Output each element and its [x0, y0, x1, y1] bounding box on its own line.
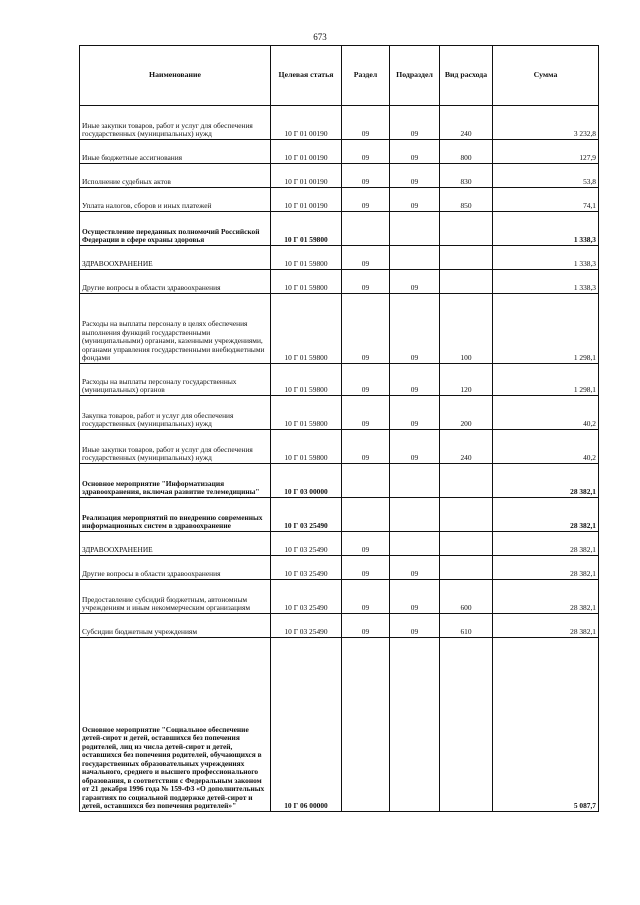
cell-name: Субсидии бюджетным учреждениям — [80, 614, 271, 638]
table-body — [80, 106, 599, 812]
cell-name: Другие вопросы в области здравоохранения — [80, 270, 271, 294]
header-expense-type: Вид расхода — [440, 46, 493, 106]
cell-amount: 1 338,3 — [493, 246, 599, 270]
cell-name: Другие вопросы в области здравоохранения — [80, 556, 271, 580]
cell-name: ЗДРАВООХРАНЕНИЕ — [80, 532, 271, 556]
cell-expense-type — [440, 246, 493, 270]
header-name: Наименование — [80, 46, 271, 106]
cell-expense-type — [440, 464, 493, 498]
cell-target: 10 Г 01 00190 — [271, 188, 342, 212]
cell-amount: 1 298,1 — [493, 294, 599, 364]
cell-expense-type — [440, 498, 493, 532]
cell-subsection — [390, 246, 440, 270]
cell-expense-type: 800 — [440, 140, 493, 164]
cell-subsection: 09 — [390, 140, 440, 164]
cell-subsection: 09 — [390, 106, 440, 140]
header-amount: Сумма — [493, 46, 599, 106]
cell-amount: 40,2 — [493, 396, 599, 430]
header-target: Целевая статья — [271, 46, 342, 106]
cell-amount: 28 382,1 — [493, 556, 599, 580]
cell-subsection: 09 — [390, 556, 440, 580]
cell-amount: 1 338,3 — [493, 212, 599, 246]
cell-target: 10 Г 01 59800 — [271, 246, 342, 270]
table-row — [80, 580, 599, 614]
cell-amount: 53,8 — [493, 164, 599, 188]
cell-amount: 74,1 — [493, 188, 599, 212]
cell-target: 10 Г 01 59800 — [271, 294, 342, 364]
cell-target: 10 Г 01 59800 — [271, 364, 342, 396]
cell-target: 10 Г 01 59800 — [271, 430, 342, 464]
cell-name: Закупка товаров, работ и услуг для обеспечения государственных (муниципальных) нужд — [80, 396, 271, 430]
cell-amount: 3 232,8 — [493, 106, 599, 140]
cell-section: 09 — [342, 246, 390, 270]
cell-name: Иные бюджетные ассигнования — [80, 140, 271, 164]
cell-section — [342, 498, 390, 532]
header-row — [80, 46, 599, 106]
cell-amount: 1 298,1 — [493, 364, 599, 396]
cell-subsection: 09 — [390, 164, 440, 188]
cell-name: Основное мероприятие "Информатизация здравоохранения, включая развитие телемедицины" — [80, 464, 271, 498]
cell-target: 10 Г 03 25490 — [271, 556, 342, 580]
cell-target: 10 Г 01 00190 — [271, 164, 342, 188]
cell-subsection: 09 — [390, 396, 440, 430]
cell-subsection: 09 — [390, 364, 440, 396]
table-row — [80, 212, 599, 246]
cell-expense-type: 610 — [440, 614, 493, 638]
cell-section: 09 — [342, 140, 390, 164]
cell-expense-type — [440, 532, 493, 556]
cell-section — [342, 638, 390, 812]
cell-subsection — [390, 498, 440, 532]
cell-subsection — [390, 532, 440, 556]
cell-section — [342, 464, 390, 498]
table-row — [80, 246, 599, 270]
cell-section: 09 — [342, 532, 390, 556]
header-section: Раздел — [342, 46, 390, 106]
cell-name: Исполнение судебных актов — [80, 164, 271, 188]
table-row — [80, 464, 599, 498]
cell-subsection: 09 — [390, 270, 440, 294]
cell-name: Расходы на выплаты персоналу государственных (муниципальных) органов — [80, 364, 271, 396]
cell-section: 09 — [342, 106, 390, 140]
cell-section: 09 — [342, 270, 390, 294]
cell-target: 10 Г 03 25490 — [271, 614, 342, 638]
cell-name: ЗДРАВООХРАНЕНИЕ — [80, 246, 271, 270]
cell-expense-type: 240 — [440, 430, 493, 464]
cell-expense-type — [440, 270, 493, 294]
cell-target: 10 Г 01 59800 — [271, 270, 342, 294]
cell-expense-type: 850 — [440, 188, 493, 212]
table-row — [80, 294, 599, 364]
table-row — [80, 430, 599, 464]
table-row — [80, 638, 599, 812]
cell-section: 09 — [342, 614, 390, 638]
cell-section: 09 — [342, 396, 390, 430]
cell-name: Иные закупки товаров, работ и услуг для обеспечения государственных (муниципальных) нужд — [80, 106, 271, 140]
cell-target: 10 Г 01 00190 — [271, 106, 342, 140]
cell-target: 10 Г 01 59800 — [271, 212, 342, 246]
cell-expense-type: 600 — [440, 580, 493, 614]
cell-name: Осуществление переданных полномочий Российской Федерации в сфере охраны здоровья — [80, 212, 271, 246]
cell-expense-type: 200 — [440, 396, 493, 430]
cell-name: Расходы на выплаты персоналу в целях обеспечения выполнения функций государственными (муниципальными) органами, казенными учреждениями, органами управления государственными внебюджетными фондами — [80, 294, 271, 364]
table-row — [80, 364, 599, 396]
cell-section: 09 — [342, 580, 390, 614]
cell-amount: 28 382,1 — [493, 532, 599, 556]
header-subsection: Подраздел — [390, 46, 440, 106]
cell-target: 10 Г 03 25490 — [271, 580, 342, 614]
cell-section: 09 — [342, 556, 390, 580]
table-row — [80, 106, 599, 140]
table-row — [80, 498, 599, 532]
cell-expense-type: 120 — [440, 364, 493, 396]
cell-target: 10 Г 01 00190 — [271, 140, 342, 164]
table-row — [80, 396, 599, 430]
cell-expense-type — [440, 638, 493, 812]
budget-table — [79, 45, 599, 812]
cell-subsection: 09 — [390, 188, 440, 212]
cell-section: 09 — [342, 294, 390, 364]
cell-subsection: 09 — [390, 614, 440, 638]
cell-amount: 28 382,1 — [493, 580, 599, 614]
cell-subsection — [390, 464, 440, 498]
table-row — [80, 556, 599, 580]
cell-amount: 5 087,7 — [493, 638, 599, 812]
cell-target: 10 Г 06 00000 — [271, 638, 342, 812]
cell-amount: 28 382,1 — [493, 464, 599, 498]
cell-section: 09 — [342, 364, 390, 396]
cell-amount: 40,2 — [493, 430, 599, 464]
cell-subsection — [390, 212, 440, 246]
cell-name: Реализация мероприятий по внедрению современных информационных систем в здравоохранение — [80, 498, 271, 532]
cell-target: 10 Г 03 00000 — [271, 464, 342, 498]
cell-section: 09 — [342, 430, 390, 464]
table-row — [80, 614, 599, 638]
cell-amount: 127,9 — [493, 140, 599, 164]
table-row — [80, 140, 599, 164]
table-row — [80, 164, 599, 188]
cell-section: 09 — [342, 188, 390, 212]
cell-section — [342, 212, 390, 246]
cell-amount: 28 382,1 — [493, 614, 599, 638]
cell-name: Предоставление субсидий бюджетным, автономным учреждениям и иным некоммерческим организациям — [80, 580, 271, 614]
table-row — [80, 188, 599, 212]
cell-expense-type: 830 — [440, 164, 493, 188]
cell-target: 10 Г 03 25490 — [271, 498, 342, 532]
cell-expense-type: 100 — [440, 294, 493, 364]
cell-target: 10 Г 01 59800 — [271, 396, 342, 430]
table-row — [80, 270, 599, 294]
cell-amount: 1 338,3 — [493, 270, 599, 294]
cell-target: 10 Г 03 25490 — [271, 532, 342, 556]
cell-name: Уплата налогов, сборов и иных платежей — [80, 188, 271, 212]
cell-name: Основное мероприятие "Социальное обеспечение детей-сирот и детей, оставшихся без попечения родителей, лиц из числа детей-сирот и детей, оставшихся без попечения родителей, обучающихся в государственных образовательных учреждениях начального, среднего и высшего профессионального образования, в соответствии с Федеральным законом от 21 декабря 1996 года № 159-ФЗ «О дополнительных гарантиях по социальной поддержке детей-сирот и детей, оставшихся без попечения родителей»" — [80, 638, 271, 812]
cell-subsection: 09 — [390, 294, 440, 364]
cell-subsection — [390, 638, 440, 812]
cell-expense-type: 240 — [440, 106, 493, 140]
cell-subsection: 09 — [390, 430, 440, 464]
cell-amount: 28 382,1 — [493, 498, 599, 532]
cell-name: Иные закупки товаров, работ и услуг для обеспечения государственных (муниципальных) нужд — [80, 430, 271, 464]
table-row — [80, 532, 599, 556]
cell-subsection: 09 — [390, 580, 440, 614]
page-number: 673 — [313, 32, 327, 42]
cell-section: 09 — [342, 164, 390, 188]
cell-expense-type — [440, 212, 493, 246]
cell-expense-type — [440, 556, 493, 580]
